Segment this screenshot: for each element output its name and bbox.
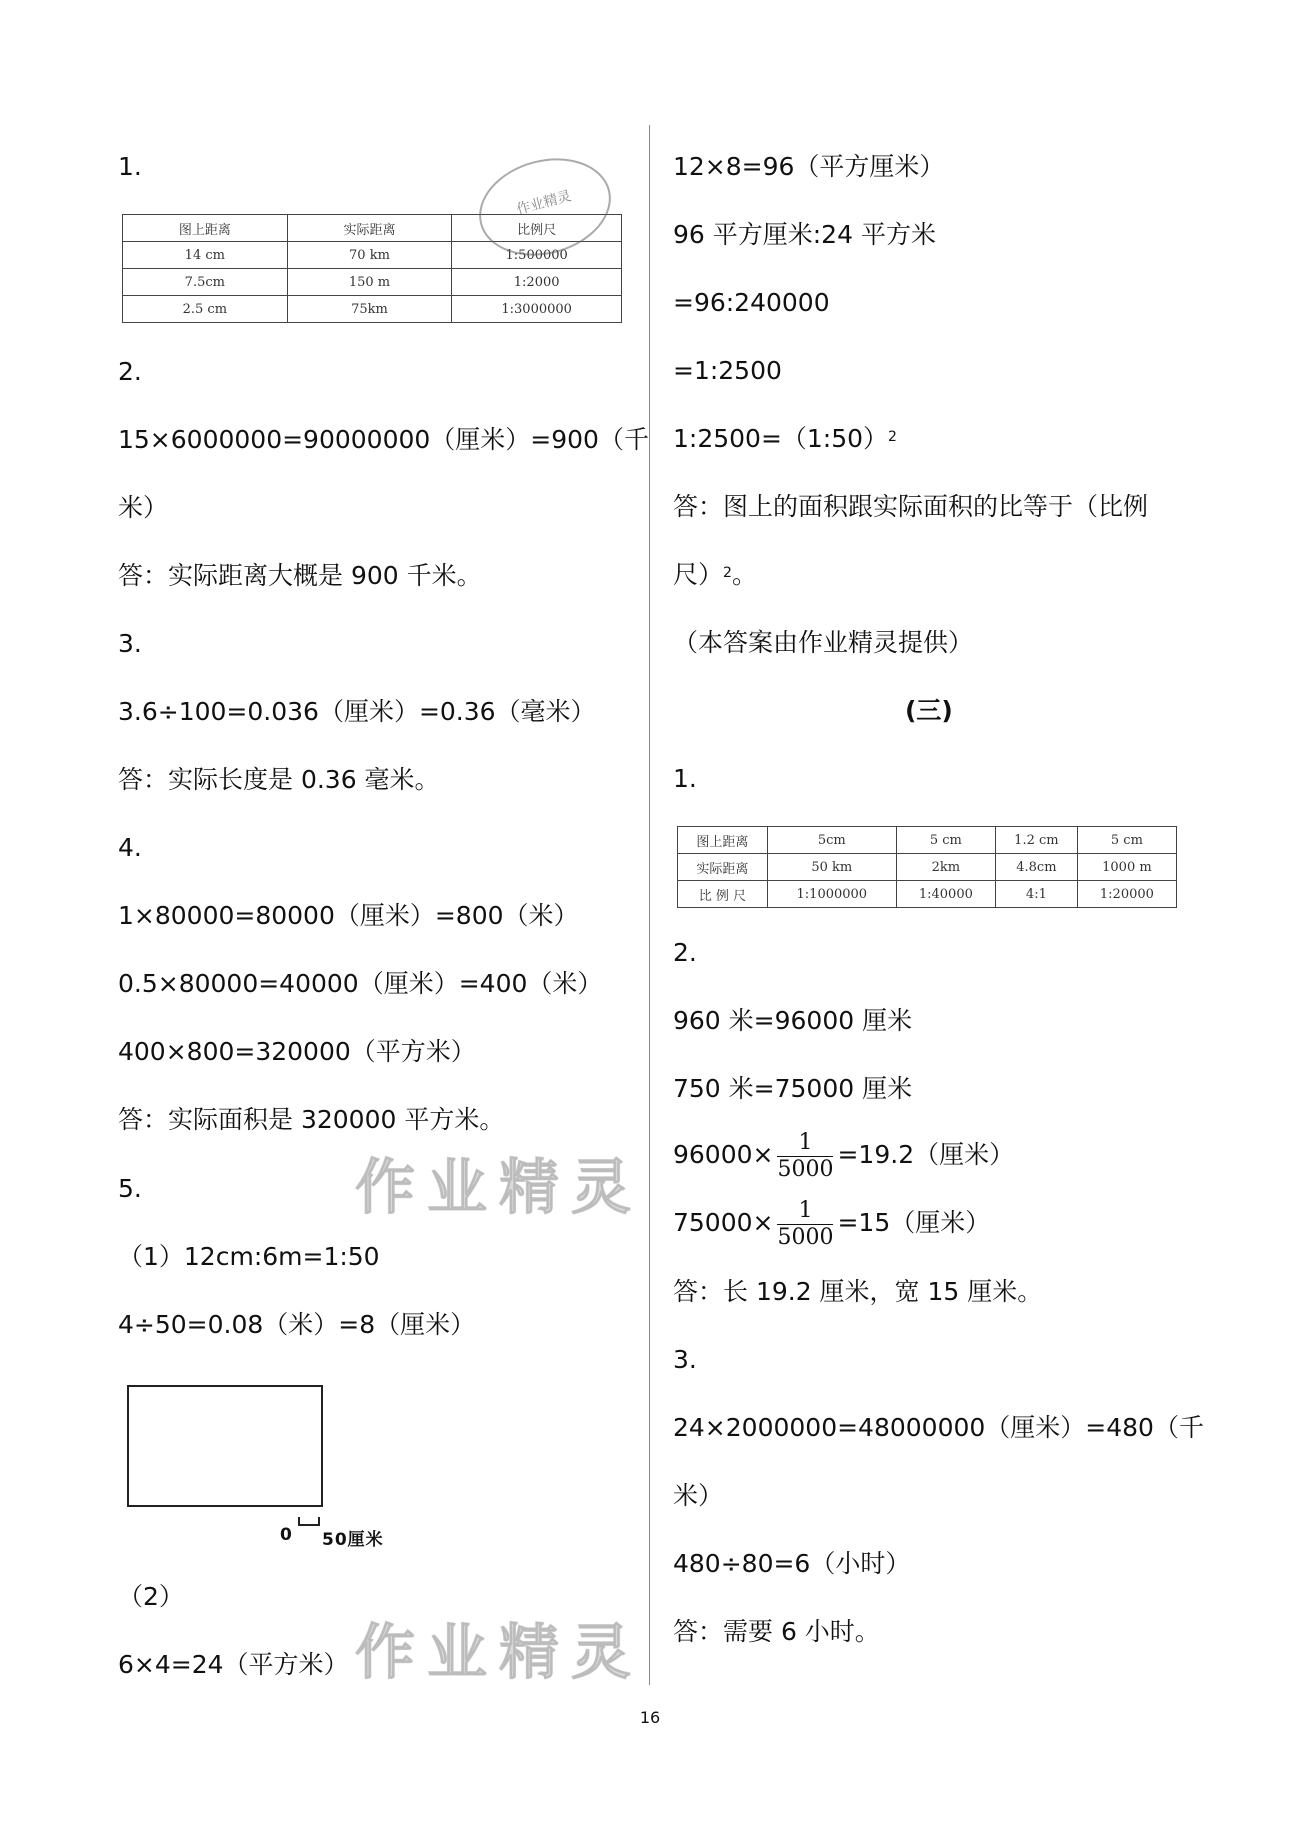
table-cell: 5 cm [1077, 827, 1176, 854]
right-line-3: =96:240000 [673, 288, 830, 317]
q3-answer: 答：实际长度是 0.36 毫米。 [118, 765, 440, 794]
table-header: 实际距离 [287, 215, 452, 242]
superscript: 2 [723, 565, 732, 581]
column-divider [649, 125, 650, 1685]
table-cell: 1:3000000 [452, 296, 622, 323]
scale-table-2 [677, 826, 1177, 908]
table-cell: 1:1000000 [767, 881, 896, 908]
r-q2-line-3 [673, 1125, 1014, 1185]
watermark: 作业精灵 [355, 1153, 643, 1223]
right-answer-1: 答：图上的面积跟实际面积的比等于（比例 [673, 492, 1149, 521]
q2-number: 2. [118, 357, 142, 386]
right-line-2: 96 平方厘米:24 平方米 [673, 220, 936, 249]
q4-answer: 答：实际面积是 320000 平方米。 [118, 1105, 505, 1134]
fraction-numerator: 1 [777, 1198, 833, 1225]
r-q2-line-1: 960 米=96000 厘米 [673, 1006, 913, 1035]
table-cell: 4.8cm [995, 854, 1077, 881]
calc-left: 96000× [673, 1140, 774, 1169]
q4-number: 4. [118, 833, 142, 862]
fraction [777, 1130, 833, 1183]
table-header: 比例尺 [452, 215, 622, 242]
rectangle-figure [127, 1385, 323, 1507]
fraction-numerator: 1 [777, 1130, 833, 1157]
q3-number: 3. [118, 629, 142, 658]
right-line-5 [673, 422, 897, 460]
table-cell: 7.5cm [123, 269, 288, 296]
r-q3-answer: 答：需要 6 小时。 [673, 1617, 880, 1646]
q2-calc-cont: 米） [118, 493, 169, 522]
fraction-denominator: 5000 [777, 1156, 834, 1182]
r-q1-number: 1. [673, 764, 697, 793]
q1-number: 1. [118, 152, 142, 181]
r-q2-line-4 [673, 1193, 990, 1253]
table-header: 图上距离 [123, 215, 288, 242]
table-cell: 1:20000 [1077, 881, 1176, 908]
table-cell: 150 m [287, 269, 452, 296]
table-cell: 75km [287, 296, 452, 323]
scale-bar-label: 50厘米 [322, 1530, 384, 1550]
table-cell: 14 cm [123, 242, 288, 269]
q4-line-1: 1×80000=80000（厘米）=800（米） [118, 901, 579, 930]
right-line-4: =1:2500 [673, 356, 782, 385]
right-answer-1-cont [673, 558, 757, 596]
q5-part-2-calc: 6×4=24（平方米） [118, 1650, 349, 1679]
scale-bar-mark [298, 1517, 320, 1526]
watermark: 作业精灵 [355, 1618, 643, 1688]
answer-period: 。 [731, 560, 757, 589]
table-cell: 比 例 尺 [678, 881, 768, 908]
credit-line: （本答案由作业精灵提供） [673, 628, 974, 657]
q5-number: 5. [118, 1174, 142, 1203]
table-cell: 1000 m [1077, 854, 1176, 881]
q4-line-3: 400×800=320000（平方米） [118, 1037, 476, 1066]
table-cell: 4:1 [995, 881, 1077, 908]
table-cell: 1:40000 [896, 881, 995, 908]
calc-left: 75000× [673, 1208, 774, 1237]
r-q3-line-1: 24×2000000=48000000（厘米）=480（千 [673, 1413, 1204, 1442]
q5-part-1: （1）12cm:6m=1:50 [118, 1242, 380, 1271]
section-heading: (三) [905, 696, 953, 725]
page-number: 16 [639, 1708, 661, 1727]
ratio-square-text: 1:2500=（1:50） [673, 424, 889, 453]
table-cell: 2km [896, 854, 995, 881]
fraction-denominator: 5000 [777, 1224, 834, 1250]
calc-right: =15（厘米） [837, 1208, 991, 1237]
table-cell: 5cm [767, 827, 896, 854]
r-q3-line-1-cont: 米） [673, 1481, 724, 1510]
table-cell: 70 km [287, 242, 452, 269]
table-cell: 50 km [767, 854, 896, 881]
r-q2-line-2: 750 米=75000 厘米 [673, 1074, 913, 1103]
scale-bar-zero: 0 [280, 1525, 293, 1545]
table-cell: 1.2 cm [995, 827, 1077, 854]
table-cell: 图上距离 [678, 827, 768, 854]
fraction [777, 1198, 833, 1251]
q2-answer: 答：实际距离大概是 900 千米。 [118, 561, 482, 590]
q5-part-1-calc: 4÷50=0.08（米）=8（厘米） [118, 1310, 476, 1339]
r-q2-number: 2. [673, 938, 697, 967]
table-cell: 5 cm [896, 827, 995, 854]
q2-calc: 15×6000000=90000000（厘米）=900（千 [118, 425, 649, 454]
table-cell: 1:2000 [452, 269, 622, 296]
answer-tail: 尺） [673, 560, 724, 589]
calc-right: =19.2（厘米） [837, 1140, 1015, 1169]
superscript: 2 [888, 429, 897, 445]
r-q3-line-2: 480÷80=6（小时） [673, 1549, 911, 1578]
table-cell: 2.5 cm [123, 296, 288, 323]
table-cell: 实际距离 [678, 854, 768, 881]
q4-line-2: 0.5×80000=40000（厘米）=400（米） [118, 969, 603, 998]
q5-part-2: （2） [118, 1582, 184, 1611]
q3-calc: 3.6÷100=0.036（厘米）=0.36（毫米） [118, 697, 596, 726]
right-line-1: 12×8=96（平方厘米） [673, 152, 945, 181]
table-cell: 1:500000 [452, 242, 622, 269]
r-q2-answer: 答：长 19.2 厘米，宽 15 厘米。 [673, 1277, 1043, 1306]
r-q3-number: 3. [673, 1345, 697, 1374]
stamp-text: 作业精灵 [514, 188, 574, 219]
